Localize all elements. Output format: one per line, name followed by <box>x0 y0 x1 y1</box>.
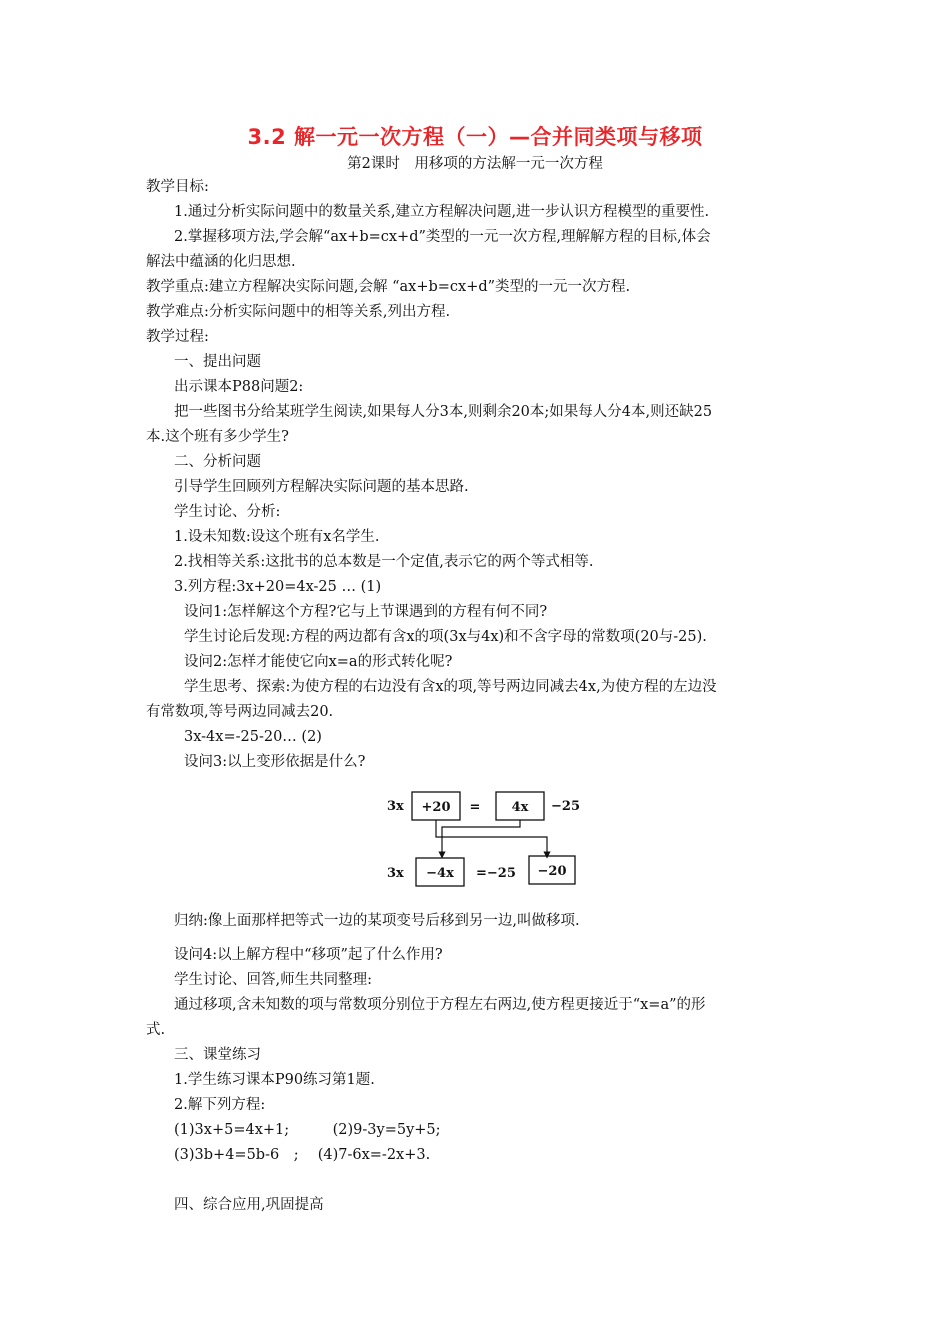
section-1-heading: 一、提出问题 <box>174 354 261 370</box>
section-2-line: 3.列方程:3x+20=4x-25 … (1) <box>174 579 382 595</box>
question-4-line: 式. <box>146 1022 166 1038</box>
equation-2: 3x-4x=-25-20… (2) <box>184 729 322 745</box>
section-2-line: 2.找相等关系:这批书的总本数是一个定值,表示它的两个等式相等. <box>174 554 594 570</box>
exercise-line: (1)3x+5=4x+1; (2)9-3y=5y+5; <box>174 1122 441 1138</box>
key-points: 教学重点:建立方程解决实际问题,会解 “ax+b=cx+d”类型的一元一次方程. <box>146 279 631 295</box>
page-title: 3.2 解一元一次方程（一）—合并同类项与移项 <box>247 125 703 149</box>
top-box-2-label: 4x <box>511 800 529 815</box>
arrow-20-move <box>436 820 547 855</box>
objective-2-cont: 解法中蕴涵的化归思想. <box>146 254 296 270</box>
question-2-answer: 学生思考、探索:为使方程的右边没有含x的项,等号两边同减去4x,为使方程的左边没 <box>184 679 717 695</box>
section-4-heading: 四、综合应用,巩固提高 <box>174 1197 324 1213</box>
question-3: 设问3:以上变形依据是什么? <box>184 754 366 770</box>
section-3-line: 2.解下列方程: <box>174 1097 266 1113</box>
question-1-answer: 学生讨论后发现:方程的两边都有含x的项(3x与4x)和不含字母的常数项(20与-25). <box>184 629 707 645</box>
summary: 归纳:像上面那样把等式一边的某项变号后移到另一边,叫做移项. <box>174 913 580 929</box>
section-2-heading: 二、分析问题 <box>174 454 261 470</box>
exercise-line: (3)3b+4=5b-6 ; (4)7-6x=-2x+3. <box>174 1147 431 1163</box>
objective-1: 1.通过分析实际问题中的数量关系,建立方程解决问题,进一步认识方程模型的重要性. <box>174 204 710 220</box>
question-4-line: 通过移项,含未知数的项与常数项分别位于方程左右两边,使方程更接近于“x=a”的形 <box>174 997 706 1013</box>
section-3-line: 1.学生练习课本P90练习第1题. <box>174 1072 375 1088</box>
bottom-box-1-label: −4x <box>426 866 454 881</box>
question-4: 设问4:以上解方程中“移项”起了什么作用? <box>174 947 443 963</box>
top-box-1-label: +20 <box>421 800 451 815</box>
transposition-diagram <box>383 786 583 891</box>
section-1-line: 出示课本P88问题2: <box>174 379 304 395</box>
bottom-box-2-label: −20 <box>537 864 567 879</box>
bottom-mid-term: =−25 <box>476 866 516 881</box>
section-2-line: 学生讨论、分析: <box>174 504 281 520</box>
difficult-points: 教学难点:分析实际问题中的相等关系,列出方程. <box>146 304 451 320</box>
section-3-heading: 三、课堂练习 <box>174 1047 261 1063</box>
objective-2: 2.掌握移项方法,学会解“ax+b=cx+d”类型的一元一次方程,理解解方程的目标,体会 <box>174 229 711 245</box>
question-4-line: 学生讨论、回答,师生共同整理: <box>174 972 372 988</box>
question-2-answer-cont: 有常数项,等号两边同减去20. <box>146 704 334 720</box>
section-2-line: 引导学生回顾列方程解决实际问题的基本思路. <box>174 479 469 495</box>
top-left-term: 3x <box>387 799 404 814</box>
top-equals: = <box>469 800 481 815</box>
section-1-line: 把一些图书分给某班学生阅读,如果每人分3本,则剩余20本;如果每人分4本,则还缺25 <box>174 404 713 420</box>
section-2-line: 1.设未知数:设这个班有x名学生. <box>174 529 380 545</box>
top-right-term: −25 <box>551 799 580 814</box>
section-1-line: 本.这个班有多少学生? <box>146 429 289 445</box>
question-2: 设问2:怎样才能使它向x=a的形式转化呢? <box>184 654 453 670</box>
objectives-heading: 教学目标: <box>146 179 209 195</box>
page-subtitle: 第2课时 用移项的方法解一元一次方程 <box>347 156 603 172</box>
process-heading: 教学过程: <box>146 329 209 345</box>
bottom-left-term: 3x <box>387 866 404 881</box>
question-1: 设问1:怎样解这个方程?它与上节课遇到的方程有何不同? <box>184 604 548 620</box>
